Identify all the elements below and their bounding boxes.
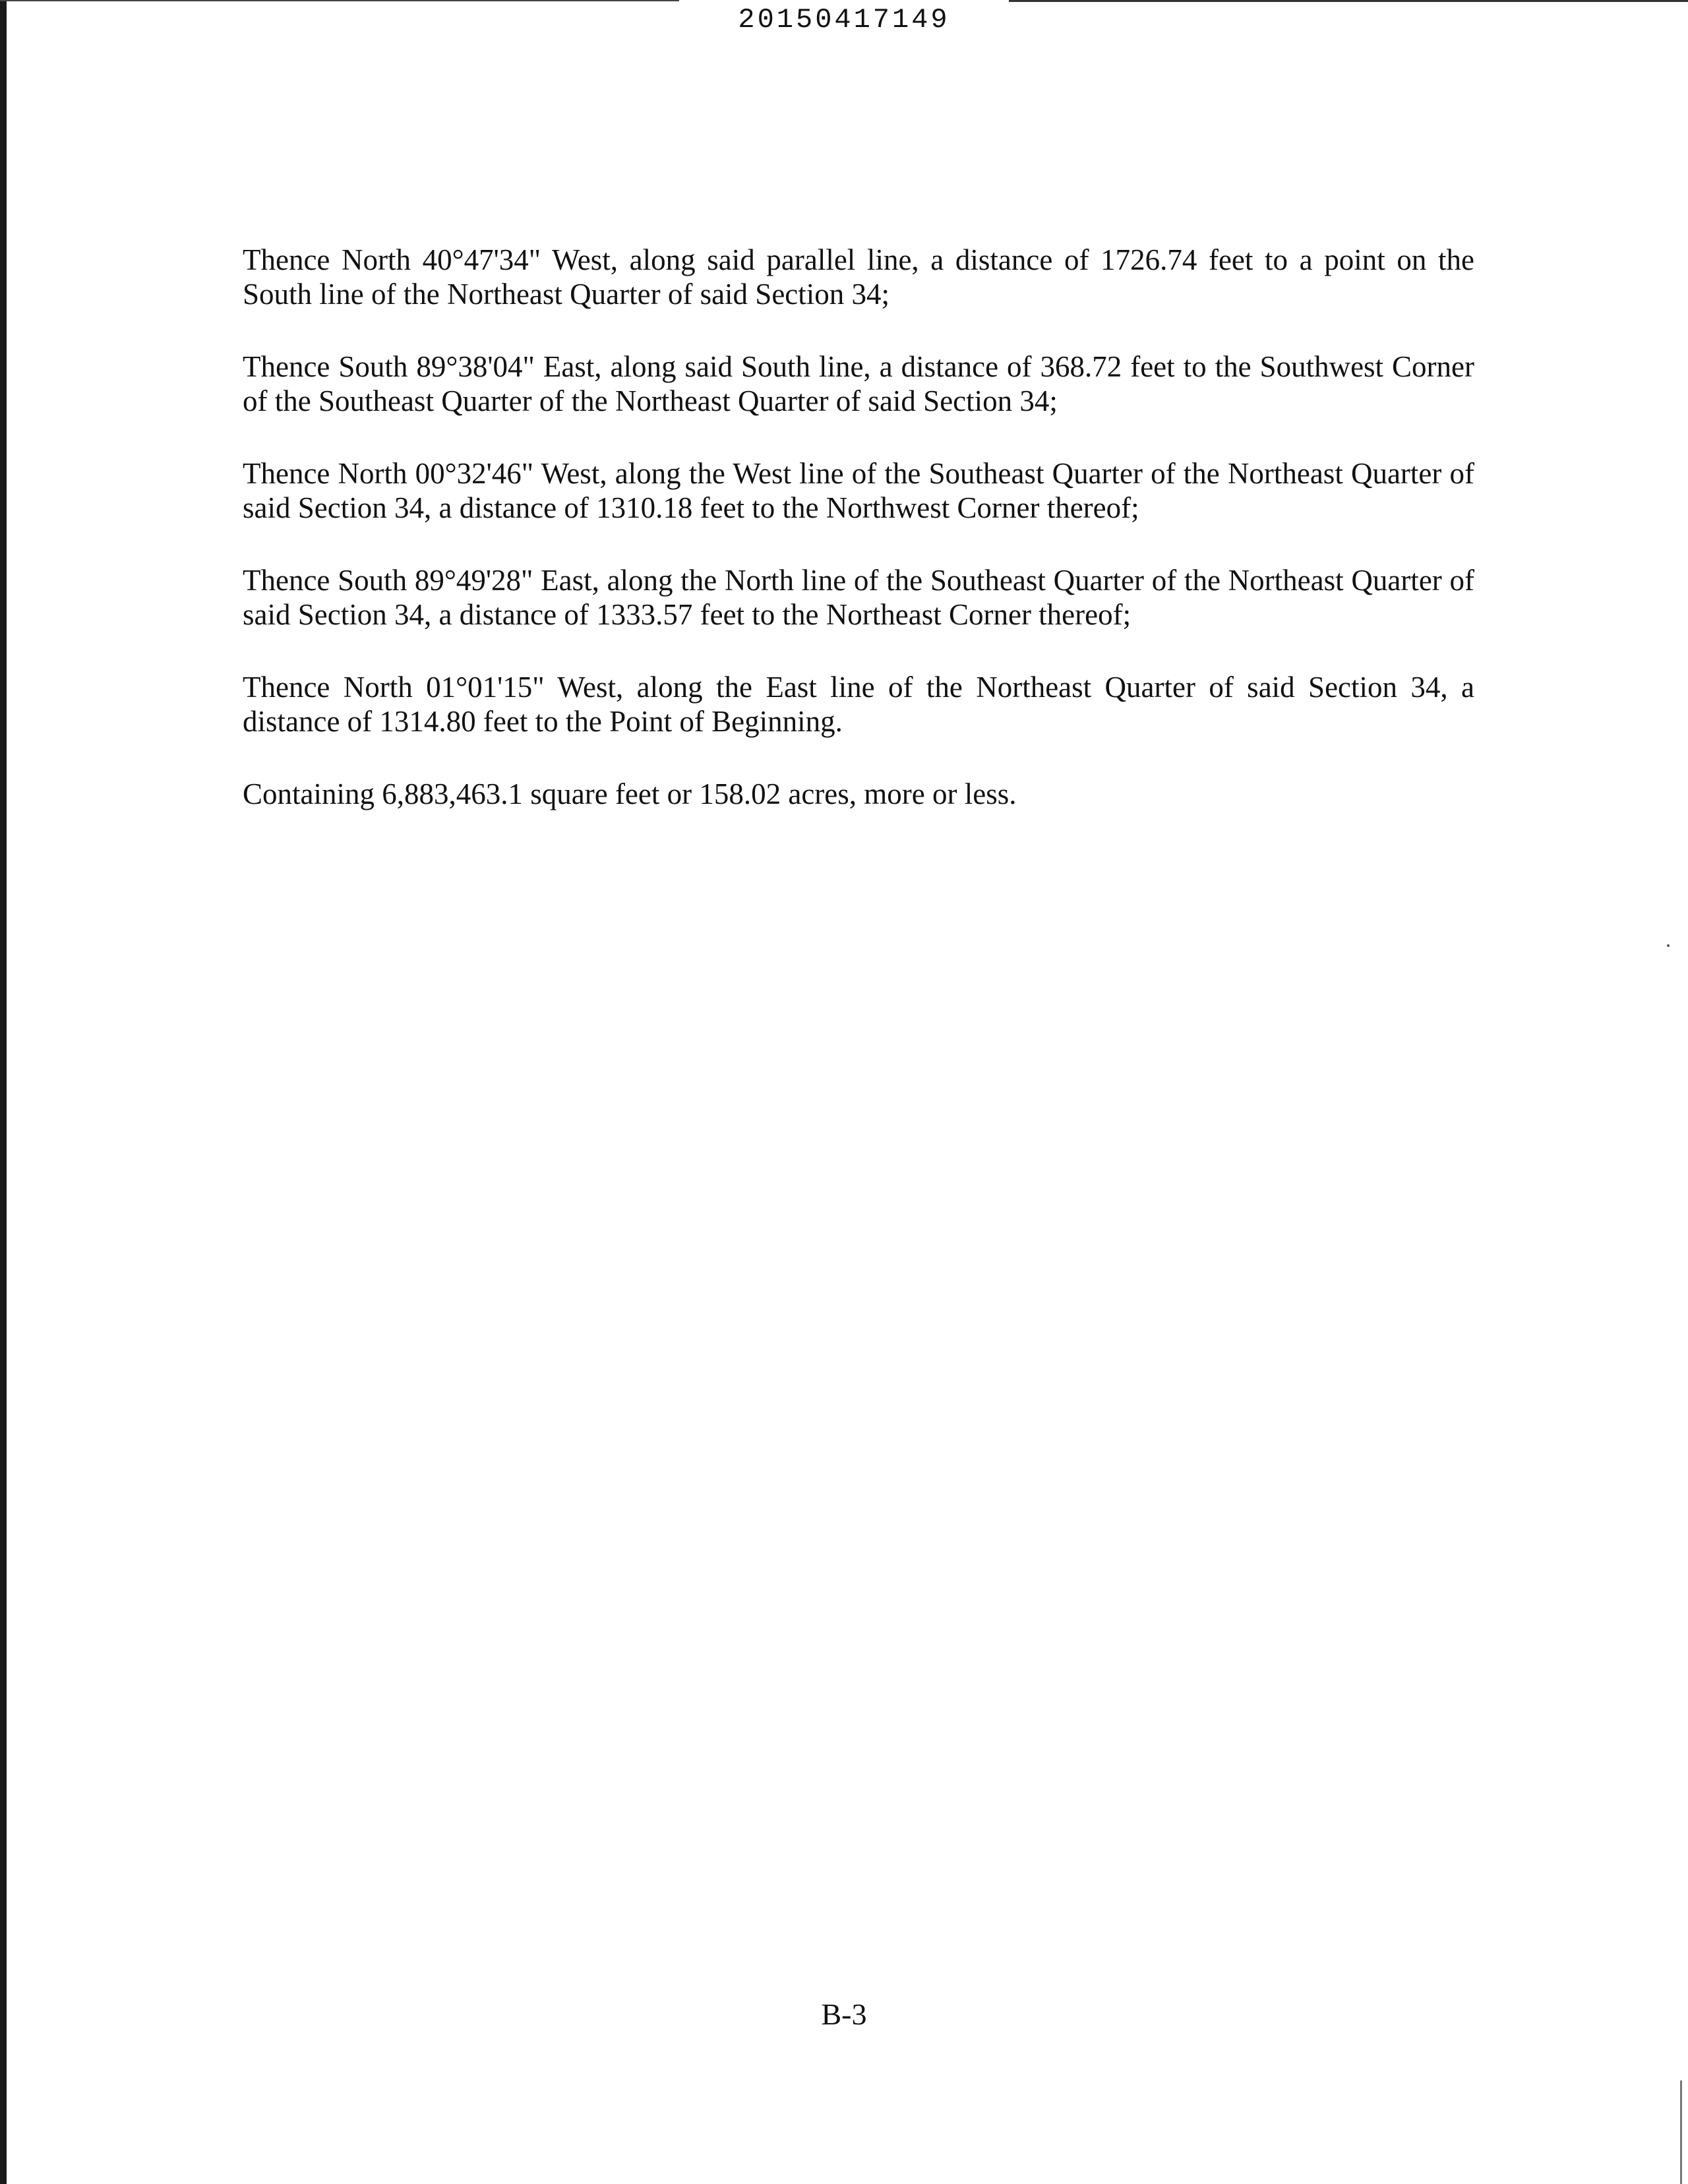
scan-line-right — [1680, 2080, 1682, 2184]
paragraph-course-1: Thence North 40°47'34" West, along said parallel line, a distance of 1726.74 feet to a point on the South line of the Northeast Quarter of said Section 34; — [243, 243, 1474, 311]
document-number: 20150417149 — [738, 4, 950, 36]
paragraph-course-5: Thence North 01°01'15" West, along the East line of the Northeast Quarter of said Section 34, a distance of 1314.80 feet to the Point of Beginning. — [243, 671, 1474, 738]
paragraph-course-3: Thence North 00°32'46" West, along the West line of the Southeast Quarter of the Northeast Quarter of said Section 34, a distance of 1310.18 feet to the Northwest Corner thereof; — [243, 457, 1474, 524]
scan-speck — [1667, 944, 1670, 947]
legal-description-body — [243, 243, 1474, 849]
scan-line-top-right — [1009, 0, 1688, 2]
page-label: B-3 — [821, 1997, 867, 2031]
scan-edge-left — [0, 0, 7, 2184]
paragraph-area-summary: Containing 6,883,463.1 square feet or 158.02 acres, more or less. — [243, 777, 1017, 810]
scan-line-top-left — [0, 0, 679, 1]
paragraph-course-4: Thence South 89°49'28" East, along the North line of the Southeast Quarter of the Northeast Quarter of said Section 34, a distance of 1333.57 feet to the Northeast Corner thereof; — [243, 564, 1474, 631]
paragraph-course-2: Thence South 89°38'04" East, along said South line, a distance of 368.72 feet to the Southwest Corner of the Southeast Quarter of the Northeast Quarter of said Section 34; — [243, 350, 1474, 417]
